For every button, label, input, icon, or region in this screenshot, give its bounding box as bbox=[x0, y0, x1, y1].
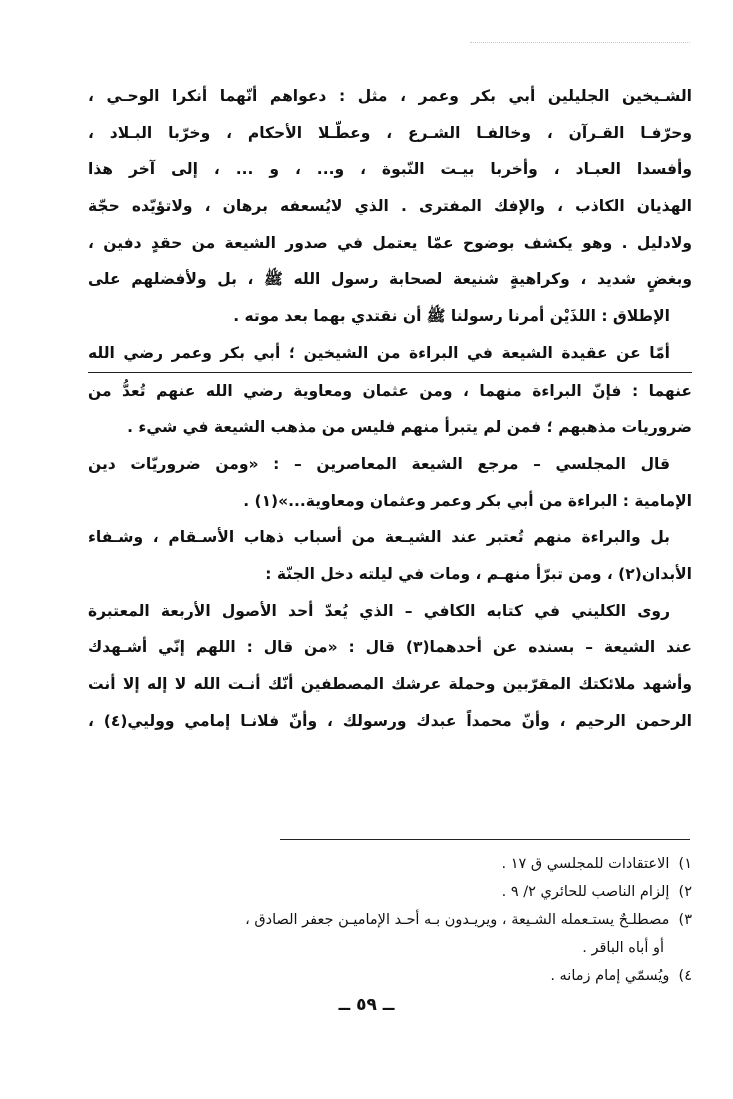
footnote-number: ٣) bbox=[678, 912, 692, 928]
text-line: الأبدان(٢) ، ومن تبرّأ منهـم ، ومات في ليلته دخل الجنّة : bbox=[265, 564, 692, 583]
text-line: الرحمن الرحيم ، وأنّ محمداً عبدك ورسولك ، وأنّ فلانـا إمامي ووليي(٤) ، bbox=[88, 711, 692, 730]
text-line: الشـيخين الجليلين أبي بكر وعمر ، مثل : دعواهم أنّهما أنكرا الوحـي ، bbox=[88, 87, 692, 105]
footnote bbox=[88, 906, 692, 934]
footnote-number: ٢) bbox=[678, 884, 692, 900]
page-number: ــ ٥٩ ــ bbox=[338, 995, 395, 1015]
footnote-text: الاعتقادات للمجلسي ق ١٧ . bbox=[501, 856, 670, 872]
text-line: عند الشيعة – بسنده عن أحدهما(٣) قال : «من قال : اللهم إنّي أشـهدك bbox=[88, 638, 692, 657]
text-line: الإطلاق : اللذَيْن أمرنا رسولنا ﷺ أن نقتدي بهما بعد موته . bbox=[233, 307, 670, 326]
text-line: عنهما : فإنّ البراءة منهما ، ومن عثمان ومعاوية رضي الله عنهم تُعدُّ من bbox=[88, 381, 692, 400]
footnote bbox=[88, 850, 692, 878]
text-line: بل والبراءة منهم تُعتبر عند الشيـعة من أسباب ذهاب الأسـقام ، وشـفاء bbox=[88, 528, 670, 547]
footnote-number: ٤) bbox=[678, 968, 692, 984]
footnote-continuation bbox=[88, 934, 692, 962]
footnote-text: إلزام الناصب للحائري ٢/ ٩ . bbox=[501, 884, 670, 900]
main-text bbox=[88, 78, 692, 739]
footnote-text: أو أباه الباقر . bbox=[582, 940, 664, 956]
text-line: أمّا عن عقيدة الشيعة في البراءة من الشيخين ؛ أبي بكر وعمر رضي الله bbox=[88, 335, 692, 373]
text-line: وأشهد ملائكتك المقرّبين وحملة عرشك المصطفين أنّك أنـت الله لا إله إلا أنت bbox=[88, 675, 692, 693]
footnote bbox=[88, 878, 692, 906]
text-line: الهذيان الكاذب ، والإفك المفترى . الذي لايُسعفه برهان ، ولاتؤيّده حجّة bbox=[88, 197, 692, 216]
footnote-number: ١) bbox=[678, 856, 692, 872]
text-line: وبغضٍ شديد ، وكراهيةٍ شنيعة لصحابة رسول الله ﷺ ، بل ولأفضلهم على bbox=[88, 270, 692, 289]
footnotes bbox=[88, 850, 692, 990]
footnote-text: ويُسمّي إمام زمانه . bbox=[550, 968, 670, 984]
text-line: ضروريات مذهبهم ؛ فمن لم يتبرأ منهم فليس من مذهب الشيعة في شيء . bbox=[127, 418, 692, 437]
footnote bbox=[88, 962, 692, 990]
text-line: روى الكليني في كتابه الكافي – الذي يُعدّ أحد الأصول الأربعة المعتبرة bbox=[88, 601, 670, 620]
scan-speckle bbox=[470, 42, 690, 47]
text-line: وحرّفـا القـرآن ، وخالفـا الشـرع ، وعطّـلا الأحكام ، وخرّبا البـلاد ، bbox=[88, 123, 692, 142]
text-line: وأفسدا العبـاد ، وأخربا بيـت النّبوة ، و... ، و ... ، إلى آخر هذا bbox=[88, 160, 692, 179]
footnote-separator bbox=[280, 839, 690, 840]
text-line: قال المجلسي – مرجع الشيعة المعاصرين – : «ومن ضروريّات دين bbox=[88, 454, 670, 473]
text-line: ولادليل . وهو يكشف بوضوح عمّا يعتمل في صدور الشيعة من حقدٍ دفين ، bbox=[88, 233, 692, 252]
text-line: الإمامية : البراءة من أبي بكر وعمر وعثمان ومعاوية...»(١) . bbox=[243, 491, 692, 510]
footnote-text: مصطلـحٌ يستـعمله الشـيعة ، ويريـدون بـه أحـد الإماميـن جعفر الصادق ، bbox=[245, 912, 670, 928]
